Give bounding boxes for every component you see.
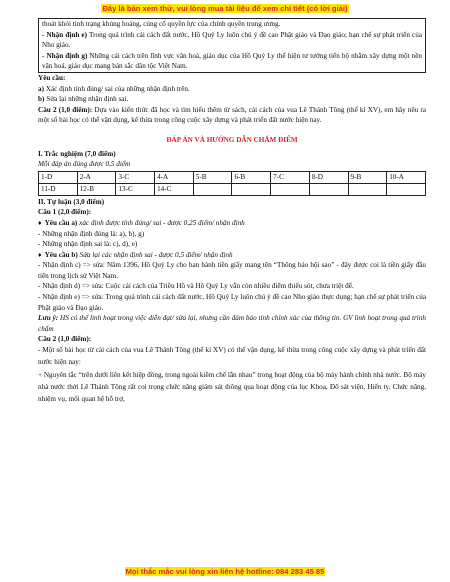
- question-2-label: Câu 2 (1,0 điểm):: [38, 105, 93, 114]
- requirement-b-answer-text: Sửa lại các nhận định sai - được 0,5 điểm/ nhận định: [77, 250, 233, 259]
- answer-table: [38, 171, 426, 196]
- fix-e-label: - Nhận định e) => sửa:: [38, 293, 104, 302]
- answer-row: [39, 171, 426, 183]
- part1-title: I. Trắc nghiệm (7,0 điểm): [38, 149, 116, 158]
- answer-cell: [193, 183, 232, 195]
- fix-d-label: - Nhận định d) => sửa:: [38, 282, 104, 291]
- answer-cell: 4-A: [155, 171, 194, 183]
- fix-c: [38, 260, 426, 281]
- grading-note-text: HS có thể linh hoạt trong việc diễn đạt/ sửa lại, nhưng cần đảm bảo tính chính xác của thông tin. GV linh hoạt trong quá trình chấm: [38, 314, 426, 333]
- requirements-title: Yêu cầu:: [38, 73, 66, 82]
- requirement-b: [38, 94, 426, 105]
- fix-d-text: Cuộc cải cách của Triều Hồ và Hồ Quý Ly vẫn còn nhiều điểm thiếu sót, chưa triệt để.: [103, 282, 354, 291]
- statement-g: [42, 51, 422, 72]
- footer-banner: Mọi thắc mắc vui lòng xin liên hệ hotline: 084 283 45 85: [125, 567, 325, 576]
- statement-g-label: - Nhận định g): [42, 51, 88, 60]
- statement-e-text: Trong quá trình cải cách đất nước, Hồ Quý Ly luôn chú ý đề cao Phật giáo và Đạo giáo; hạn chế sự phát triển của Nho giáo.: [42, 30, 422, 50]
- cau1-title: Câu 1 (2,0 điểm):: [38, 208, 92, 217]
- answer-cell: [271, 183, 310, 195]
- requirement-b-text: Sửa lại những nhận định sai.: [44, 95, 129, 104]
- answer-cell: 10-A: [387, 171, 426, 183]
- question-2-text: Dựa vào kiến thức đã học và tìm hiểu thêm từ sách, cải cách của vua Lê Thánh Tông (thế kỉ XV), em hãy nêu ra một số bài học có thể vận dụng, kế thừa trong công cuộc xây dựng và phát triển đất nước hiện nay.: [38, 105, 426, 125]
- document-page: [38, 18, 426, 406]
- wrong-statements: - Những nhận định sai là: c), d), e): [38, 240, 138, 249]
- answer-cell: 14-C: [155, 183, 194, 195]
- statement-g-text: Những cải cách trên lĩnh vực văn hoá, giáo dục của Hồ Quý Ly thể hiện tư tưởng tiến bộ nhằm xây dựng một nền văn hoá, giáo dục mang bản sắc dân tộc Việt Nam.: [42, 51, 422, 71]
- answer-cell: [387, 183, 426, 195]
- statement-e-label: - Nhận định e): [42, 30, 87, 39]
- answer-cell: 5-B: [193, 171, 232, 183]
- grading-note: [38, 313, 426, 334]
- answer-row: [39, 183, 426, 195]
- diamond-bullet-icon: ♦ Yêu cầu b): [38, 251, 78, 259]
- answer-cell: [232, 183, 271, 195]
- question-box: [38, 18, 426, 73]
- requirement-b-answer: [38, 250, 426, 261]
- answer-cell: [309, 183, 348, 195]
- cau2-intro: - Một số bài học từ cải cách của vua Lê Thánh Tông (thế kỉ XV) có thể vận dụng, kế thừa trong công cuộc xây dựng và phát triển đất nước hiện nay:: [38, 346, 426, 366]
- answer-cell: 11-D: [39, 183, 78, 195]
- answer-cell: 1-D: [39, 171, 78, 183]
- answer-cell: 3-C: [116, 171, 155, 183]
- answer-cell: 8-D: [309, 171, 348, 183]
- part1-note: Mỗi đáp án đúng được 0,5 điểm: [38, 160, 131, 169]
- box-line-1: thoát khỏi tình trạng khủng hoảng, củng cố quyền lực của chính quyền trung ương.: [42, 20, 281, 28]
- answer-cell: 9-B: [348, 171, 387, 183]
- correct-statements: - Những nhận định đúng là: a), b), g): [38, 229, 145, 238]
- fix-d: [38, 281, 426, 292]
- answer-cell: 13-C: [116, 183, 155, 195]
- grading-note-label: Lưu ý:: [38, 314, 59, 323]
- answer-key-title: ĐÁP ÁN VÀ HƯỚNG DẪN CHẤM ĐIỂM: [166, 135, 298, 144]
- requirement-a-label: a): [38, 84, 44, 93]
- answer-cell: [348, 183, 387, 195]
- part2-title: II. Tự luận (3,0 điểm): [38, 197, 105, 206]
- fix-c-text: Năm 1396, Hồ Quý Ly cho ban hành tiền giấy mang tên “Thông bảo hội sao” - đây được coi là tiền giấy đầu tiên trong lịch sử Việt Nam.: [38, 261, 427, 280]
- cau2-title: Câu 2 (1,0 điểm):: [38, 335, 92, 344]
- requirement-b-label: b): [38, 95, 45, 104]
- requirement-a-text: Xác định tính đúng/ sai của những nhận định trên.: [44, 84, 190, 93]
- fix-e: [38, 292, 426, 313]
- answer-cell: 6-B: [232, 171, 271, 183]
- fix-c-label: - Nhận định c) => sửa:: [38, 261, 105, 270]
- diamond-bullet-icon: ♦ Yêu cầu a): [38, 219, 77, 227]
- answer-cell: 7-C: [271, 171, 310, 183]
- requirement-a: [38, 84, 426, 95]
- cau2-point: + Nguyên tắc “trên dưới liên kết hiệp đồng, trong ngoài kiềm chế lẫn nhau” trong hoạt động của bộ máy hành chính nhà nước. Bộ máy nhà nước thời Lê Thánh Tông rất coi trọng chức năng giám sát thông qua hoạt động của lục Khoa, Đô sát viện, Hiến ty. Chức năng, nhiệm vụ, mối quan hệ hỗ trợ,: [38, 371, 426, 403]
- answer-cell: 2-A: [77, 171, 116, 183]
- answer-cell: 12-B: [77, 183, 116, 195]
- question-2: [38, 105, 426, 126]
- header-banner: Đây là bản xem thử, vui lòng mua tài liệu để xem chi tiết (có lời giải): [102, 4, 348, 13]
- requirement-a-answer-text: xác định được tính đúng/ sai - được 0,25 điểm/ nhận định: [77, 218, 245, 227]
- statement-e: [42, 30, 422, 51]
- fix-e-text: Trong quá trình cải cách đất nước, Hồ Quý Ly luôn chú ý đề cao Nho giáo thực dụng; hạn chế sự phát triển của Phật giáo và Đạo giáo.: [38, 293, 427, 312]
- requirement-a-answer: [38, 218, 426, 229]
